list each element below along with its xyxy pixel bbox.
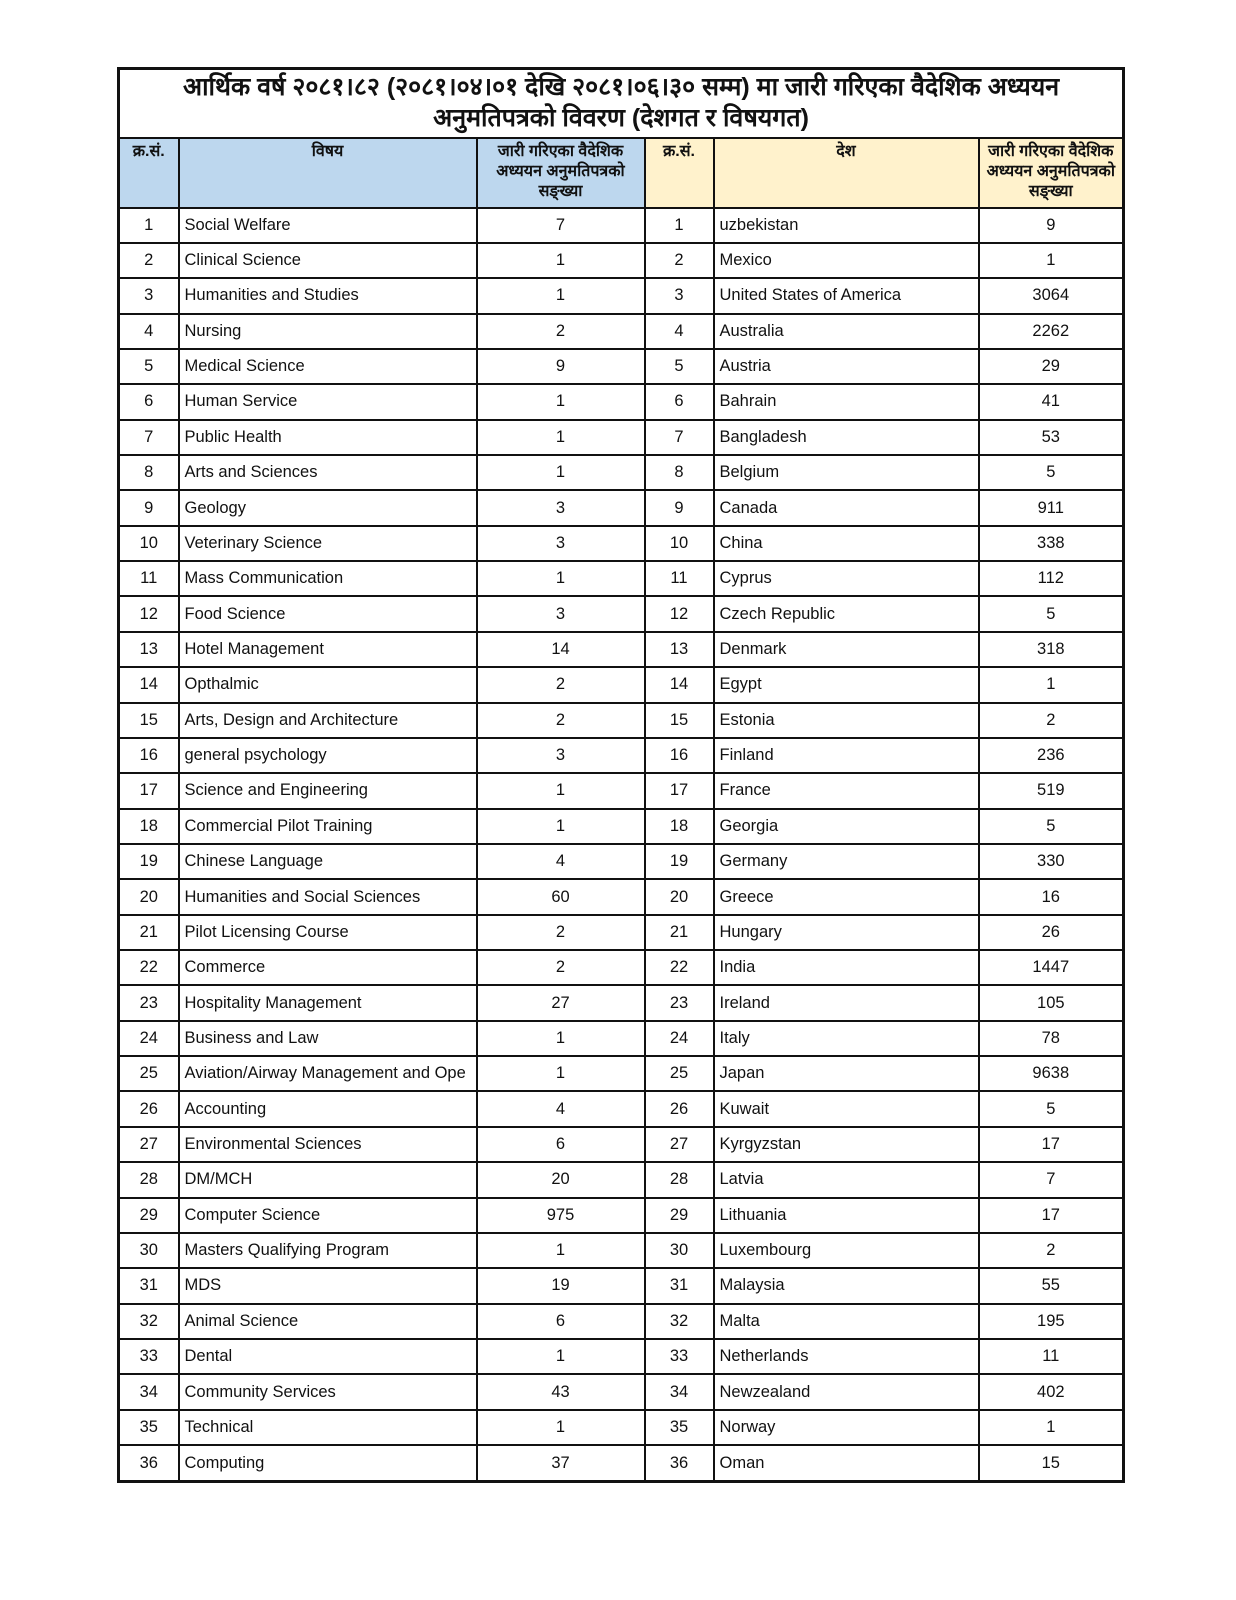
- header-country: देश: [714, 138, 979, 208]
- country-name: Ireland: [714, 985, 979, 1020]
- table-row: [119, 596, 1124, 631]
- subject-name: Clinical Science: [179, 243, 477, 278]
- table-row: [119, 844, 1124, 879]
- country-name: Czech Republic: [714, 596, 979, 631]
- subject-count: 1: [477, 1021, 645, 1056]
- subject-sn: 36: [119, 1445, 179, 1481]
- subject-sn: 10: [119, 526, 179, 561]
- country-count: 53: [979, 420, 1124, 455]
- country-count: 5: [979, 455, 1124, 490]
- country-name: Italy: [714, 1021, 979, 1056]
- country-sn: 32: [645, 1304, 714, 1339]
- table-row: [119, 1233, 1124, 1268]
- table-row: [119, 384, 1124, 419]
- subject-sn: 4: [119, 314, 179, 349]
- subject-name: Computer Science: [179, 1198, 477, 1233]
- country-name: Luxembourg: [714, 1233, 979, 1268]
- table-row: [119, 561, 1124, 596]
- subject-name: Pilot Licensing Course: [179, 915, 477, 950]
- country-name: Cyprus: [714, 561, 979, 596]
- table-row: [119, 632, 1124, 667]
- header-country-count: जारी गरिएका वैदेशिक अध्ययन अनुमतिपत्रको सङ्ख्या: [979, 138, 1124, 208]
- country-sn: 4: [645, 314, 714, 349]
- country-name: United States of America: [714, 278, 979, 313]
- subject-name: Environmental Sciences: [179, 1127, 477, 1162]
- country-name: Oman: [714, 1445, 979, 1481]
- header-row: [119, 138, 1124, 208]
- country-count: 402: [979, 1374, 1124, 1409]
- subject-count: 1: [477, 1410, 645, 1445]
- subject-sn: 26: [119, 1091, 179, 1126]
- subject-sn: 23: [119, 985, 179, 1020]
- country-count: 5: [979, 809, 1124, 844]
- subject-sn: 25: [119, 1056, 179, 1091]
- country-count: 236: [979, 738, 1124, 773]
- country-sn: 33: [645, 1339, 714, 1374]
- subject-name: Humanities and Studies: [179, 278, 477, 313]
- country-count: 2262: [979, 314, 1124, 349]
- country-sn: 17: [645, 773, 714, 808]
- subject-name: Veterinary Science: [179, 526, 477, 561]
- subject-count: 6: [477, 1304, 645, 1339]
- rows-container: [119, 69, 1124, 1482]
- table-row: [119, 915, 1124, 950]
- subject-count: 1: [477, 1339, 645, 1374]
- subject-count: 20: [477, 1162, 645, 1197]
- subject-count: 1: [477, 773, 645, 808]
- subject-count: 1: [477, 420, 645, 455]
- country-sn: 23: [645, 985, 714, 1020]
- subject-sn: 22: [119, 950, 179, 985]
- subject-count: 6: [477, 1127, 645, 1162]
- subject-sn: 24: [119, 1021, 179, 1056]
- subject-sn: 29: [119, 1198, 179, 1233]
- table-row: [119, 349, 1124, 384]
- subject-count: 2: [477, 703, 645, 738]
- subject-count: 2: [477, 915, 645, 950]
- country-name: Lithuania: [714, 1198, 979, 1233]
- subject-count: 1: [477, 455, 645, 490]
- subject-name: Business and Law: [179, 1021, 477, 1056]
- country-sn: 34: [645, 1374, 714, 1409]
- country-count: 41: [979, 384, 1124, 419]
- table-row: [119, 809, 1124, 844]
- subject-name: Accounting: [179, 1091, 477, 1126]
- subject-name: Masters Qualifying Program: [179, 1233, 477, 1268]
- subject-sn: 8: [119, 455, 179, 490]
- country-name: Bahrain: [714, 384, 979, 419]
- subject-count: 19: [477, 1268, 645, 1303]
- subject-count: 60: [477, 879, 645, 914]
- country-count: 112: [979, 561, 1124, 596]
- subject-name: Hotel Management: [179, 632, 477, 667]
- country-name: Germany: [714, 844, 979, 879]
- table-row: [119, 1410, 1124, 1445]
- country-sn: 19: [645, 844, 714, 879]
- table-row: [119, 490, 1124, 525]
- header-country-sn: क्र.सं.: [645, 138, 714, 208]
- country-name: uzbekistan: [714, 208, 979, 243]
- subject-sn: 12: [119, 596, 179, 631]
- country-name: Australia: [714, 314, 979, 349]
- subject-count: 4: [477, 1091, 645, 1126]
- subject-name: Public Health: [179, 420, 477, 455]
- subject-sn: 34: [119, 1374, 179, 1409]
- subject-count: 27: [477, 985, 645, 1020]
- subject-sn: 16: [119, 738, 179, 773]
- country-count: 16: [979, 879, 1124, 914]
- country-sn: 5: [645, 349, 714, 384]
- table-row: [119, 985, 1124, 1020]
- table-row: [119, 243, 1124, 278]
- country-name: France: [714, 773, 979, 808]
- subject-sn: 17: [119, 773, 179, 808]
- country-count: 26: [979, 915, 1124, 950]
- table-row: [119, 1162, 1124, 1197]
- table-row: [119, 1339, 1124, 1374]
- country-count: 55: [979, 1268, 1124, 1303]
- subject-sn: 15: [119, 703, 179, 738]
- header-subject-sn: क्र.सं.: [119, 138, 179, 208]
- country-sn: 22: [645, 950, 714, 985]
- subject-name: MDS: [179, 1268, 477, 1303]
- subject-name: general psychology: [179, 738, 477, 773]
- subject-sn: 35: [119, 1410, 179, 1445]
- country-count: 9638: [979, 1056, 1124, 1091]
- country-name: Newzealand: [714, 1374, 979, 1409]
- country-sn: 13: [645, 632, 714, 667]
- subject-count: 1: [477, 1056, 645, 1091]
- country-count: 318: [979, 632, 1124, 667]
- country-count: 330: [979, 844, 1124, 879]
- subject-name: Nursing: [179, 314, 477, 349]
- subject-count: 975: [477, 1198, 645, 1233]
- subject-count: 3: [477, 526, 645, 561]
- table-row: [119, 1445, 1124, 1481]
- subject-count: 9: [477, 349, 645, 384]
- subject-sn: 1: [119, 208, 179, 243]
- country-count: 78: [979, 1021, 1124, 1056]
- country-sn: 10: [645, 526, 714, 561]
- country-count: 1: [979, 1410, 1124, 1445]
- country-sn: 26: [645, 1091, 714, 1126]
- subject-name: Human Service: [179, 384, 477, 419]
- country-name: Egypt: [714, 667, 979, 702]
- country-count: 5: [979, 596, 1124, 631]
- subject-count: 7: [477, 208, 645, 243]
- country-count: 2: [979, 703, 1124, 738]
- subject-name: Medical Science: [179, 349, 477, 384]
- subject-name: Opthalmic: [179, 667, 477, 702]
- subject-name: Chinese Language: [179, 844, 477, 879]
- country-sn: 15: [645, 703, 714, 738]
- title-row: [119, 69, 1124, 138]
- country-count: 9: [979, 208, 1124, 243]
- country-count: 519: [979, 773, 1124, 808]
- table-row: [119, 420, 1124, 455]
- subject-name: Computing: [179, 1445, 477, 1481]
- subject-sn: 19: [119, 844, 179, 879]
- country-sn: 29: [645, 1198, 714, 1233]
- table-row: [119, 950, 1124, 985]
- subject-name: Science and Engineering: [179, 773, 477, 808]
- country-name: Malaysia: [714, 1268, 979, 1303]
- subject-sn: 7: [119, 420, 179, 455]
- country-name: Kuwait: [714, 1091, 979, 1126]
- subject-name: Social Welfare: [179, 208, 477, 243]
- country-name: India: [714, 950, 979, 985]
- country-sn: 3: [645, 278, 714, 313]
- subject-name: Arts, Design and Architecture: [179, 703, 477, 738]
- subject-sn: 31: [119, 1268, 179, 1303]
- subject-count: 1: [477, 278, 645, 313]
- country-name: Norway: [714, 1410, 979, 1445]
- subject-sn: 20: [119, 879, 179, 914]
- country-sn: 9: [645, 490, 714, 525]
- country-count: 195: [979, 1304, 1124, 1339]
- country-sn: 25: [645, 1056, 714, 1091]
- country-count: 911: [979, 490, 1124, 525]
- subject-count: 4: [477, 844, 645, 879]
- country-name: Greece: [714, 879, 979, 914]
- table-row: [119, 455, 1124, 490]
- study-permits-table: [117, 67, 1125, 1483]
- table-row: [119, 879, 1124, 914]
- subject-sn: 33: [119, 1339, 179, 1374]
- subject-count: 14: [477, 632, 645, 667]
- table-row: [119, 703, 1124, 738]
- table-row: [119, 1268, 1124, 1303]
- country-name: Latvia: [714, 1162, 979, 1197]
- subject-sn: 13: [119, 632, 179, 667]
- country-count: 17: [979, 1198, 1124, 1233]
- subject-count: 1: [477, 561, 645, 596]
- subject-sn: 3: [119, 278, 179, 313]
- country-name: Estonia: [714, 703, 979, 738]
- country-sn: 2: [645, 243, 714, 278]
- country-count: 1447: [979, 950, 1124, 985]
- subject-sn: 21: [119, 915, 179, 950]
- subject-sn: 6: [119, 384, 179, 419]
- subject-count: 3: [477, 596, 645, 631]
- subject-count: 1: [477, 384, 645, 419]
- country-name: Austria: [714, 349, 979, 384]
- country-count: 1: [979, 667, 1124, 702]
- country-sn: 7: [645, 420, 714, 455]
- subject-sn: 11: [119, 561, 179, 596]
- subject-sn: 18: [119, 809, 179, 844]
- country-name: Denmark: [714, 632, 979, 667]
- subject-name: Mass Communication: [179, 561, 477, 596]
- subject-sn: 2: [119, 243, 179, 278]
- country-name: Kyrgyzstan: [714, 1127, 979, 1162]
- table-row: [119, 1374, 1124, 1409]
- table-row: [119, 208, 1124, 243]
- subject-name: Commerce: [179, 950, 477, 985]
- table-row: [119, 278, 1124, 313]
- country-name: Japan: [714, 1056, 979, 1091]
- subject-count: 2: [477, 667, 645, 702]
- country-count: 7: [979, 1162, 1124, 1197]
- subject-count: 1: [477, 243, 645, 278]
- country-sn: 30: [645, 1233, 714, 1268]
- country-count: 17: [979, 1127, 1124, 1162]
- subject-name: Arts and Sciences: [179, 455, 477, 490]
- country-sn: 11: [645, 561, 714, 596]
- table-row: [119, 773, 1124, 808]
- table-row: [119, 1127, 1124, 1162]
- country-name: Hungary: [714, 915, 979, 950]
- country-sn: 6: [645, 384, 714, 419]
- country-count: 105: [979, 985, 1124, 1020]
- table-row: [119, 1056, 1124, 1091]
- subject-sn: 32: [119, 1304, 179, 1339]
- table-row: [119, 1091, 1124, 1126]
- country-name: China: [714, 526, 979, 561]
- country-sn: 24: [645, 1021, 714, 1056]
- country-sn: 35: [645, 1410, 714, 1445]
- country-name: Bangladesh: [714, 420, 979, 455]
- header-subject-count: जारी गरिएका वैदेशिक अध्ययन अनुमतिपत्रको सङ्ख्या: [477, 138, 645, 208]
- subject-count: 37: [477, 1445, 645, 1481]
- country-sn: 20: [645, 879, 714, 914]
- subject-name: Food Science: [179, 596, 477, 631]
- country-count: 29: [979, 349, 1124, 384]
- country-name: Finland: [714, 738, 979, 773]
- country-count: 1: [979, 243, 1124, 278]
- table-row: [119, 1198, 1124, 1233]
- subject-name: Community Services: [179, 1374, 477, 1409]
- country-count: 5: [979, 1091, 1124, 1126]
- country-sn: 28: [645, 1162, 714, 1197]
- subject-name: Animal Science: [179, 1304, 477, 1339]
- country-sn: 1: [645, 208, 714, 243]
- subject-count: 1: [477, 1233, 645, 1268]
- subject-count: 3: [477, 490, 645, 525]
- subject-name: Aviation/Airway Management and Ope: [179, 1056, 477, 1091]
- country-sn: 14: [645, 667, 714, 702]
- country-sn: 31: [645, 1268, 714, 1303]
- subject-count: 43: [477, 1374, 645, 1409]
- table-row: [119, 667, 1124, 702]
- subject-name: Humanities and Social Sciences: [179, 879, 477, 914]
- country-count: 338: [979, 526, 1124, 561]
- table-row: [119, 1304, 1124, 1339]
- subject-name: Hospitality Management: [179, 985, 477, 1020]
- subject-count: 1: [477, 809, 645, 844]
- subject-count: 3: [477, 738, 645, 773]
- country-count: 2: [979, 1233, 1124, 1268]
- document-title: आर्थिक वर्ष २०८१।८२ (२०८१।०४।०१ देखि २०८१।०६।३० सम्म) मा जारी गरिएका वैदेशिक अध्ययन अनुमतिपत्रको विवरण (देशगत र विषयगत): [119, 69, 1124, 138]
- country-sn: 21: [645, 915, 714, 950]
- subject-sn: 9: [119, 490, 179, 525]
- country-sn: 16: [645, 738, 714, 773]
- subject-name: Geology: [179, 490, 477, 525]
- country-count: 11: [979, 1339, 1124, 1374]
- table-row: [119, 314, 1124, 349]
- country-sn: 36: [645, 1445, 714, 1481]
- header-subject: विषय: [179, 138, 477, 208]
- subject-sn: 28: [119, 1162, 179, 1197]
- country-name: Malta: [714, 1304, 979, 1339]
- table-row: [119, 1021, 1124, 1056]
- table-row: [119, 526, 1124, 561]
- country-sn: 27: [645, 1127, 714, 1162]
- subject-name: Dental: [179, 1339, 477, 1374]
- subject-count: 2: [477, 314, 645, 349]
- country-name: Belgium: [714, 455, 979, 490]
- table-row: [119, 738, 1124, 773]
- subject-name: Commercial Pilot Training: [179, 809, 477, 844]
- country-name: Canada: [714, 490, 979, 525]
- subject-sn: 30: [119, 1233, 179, 1268]
- subject-sn: 5: [119, 349, 179, 384]
- country-name: Netherlands: [714, 1339, 979, 1374]
- country-count: 15: [979, 1445, 1124, 1481]
- country-name: Mexico: [714, 243, 979, 278]
- subject-name: DM/MCH: [179, 1162, 477, 1197]
- country-sn: 8: [645, 455, 714, 490]
- subject-sn: 27: [119, 1127, 179, 1162]
- country-name: Georgia: [714, 809, 979, 844]
- country-sn: 18: [645, 809, 714, 844]
- country-sn: 12: [645, 596, 714, 631]
- country-count: 3064: [979, 278, 1124, 313]
- subject-count: 2: [477, 950, 645, 985]
- subject-sn: 14: [119, 667, 179, 702]
- subject-name: Technical: [179, 1410, 477, 1445]
